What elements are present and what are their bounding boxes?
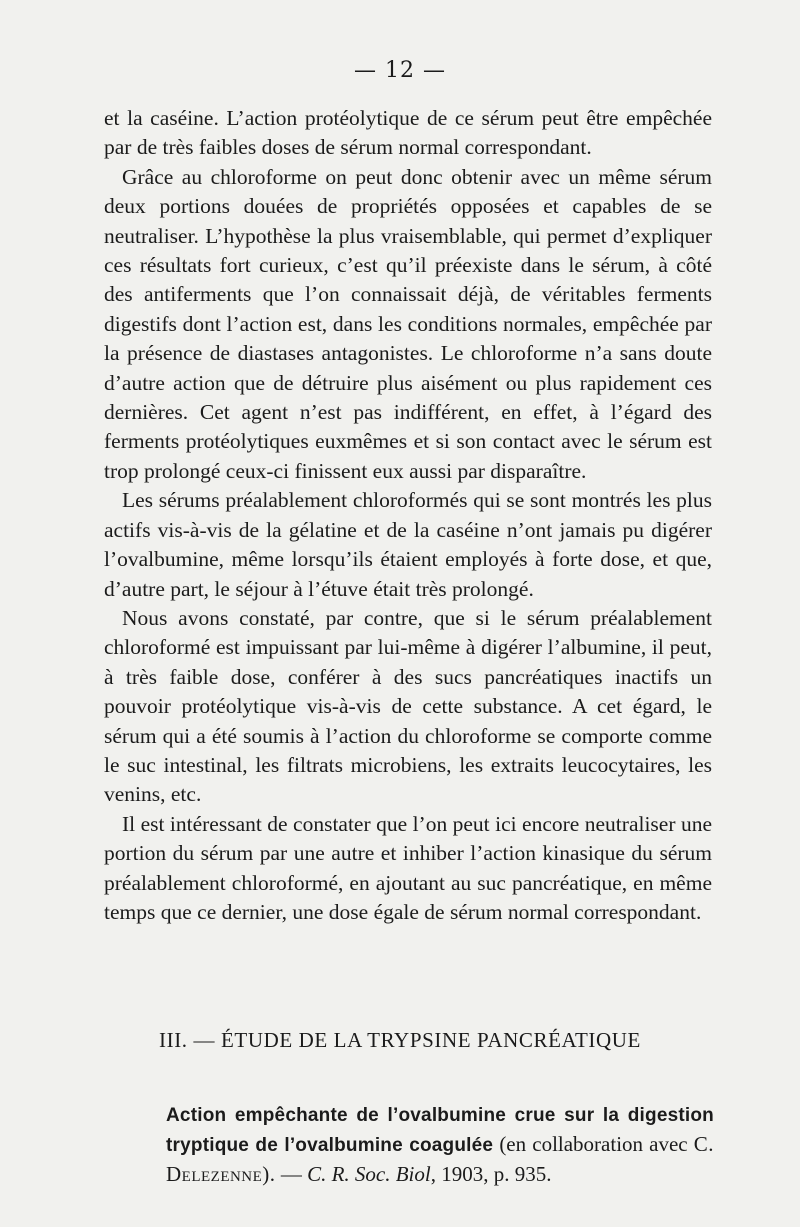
bibliographic-reference [166,1100,714,1189]
page-number: — 12 — [354,58,446,83]
section-heading: III. — ÉTUDE DE LA TRYPSINE PANCRÉATIQUE [159,1028,641,1052]
reference-author: C. Delezenne). [166,1132,715,1186]
paragraph-3: Les sérums préalablement chloroformés qui se sont montrés les plus actifs vis-à-vis de la gélatine et de la caséine n’ont jamais pu digérer l’ovalbumine, même lorsqu’ils étaient employés à forte dose, et que, d’autre part, le séjour à l’étuve était très prolongé. [104,488,712,601]
reference-dash: — [280,1162,302,1186]
body-text [104,104,712,927]
reference-collaboration: (en collaboration avec [499,1132,688,1156]
reference-journal: C. R. Soc. Biol [307,1162,431,1186]
paragraph-4: Nous avons constaté, par contre, que si le sérum préalablement chloroformé est impuissant par lui-même à digérer l’albumine, il peut, à très faible dose, conférer à des sucs pancréatiques inactifs un pouvoir protéolytique vis-à-vis de cette substance. A cet égard, le sérum qui a été soumis à l’action du chloroforme se comporte comme le suc intestinal, les filtrats microbiens, les extraits leucocytaires, les venins, etc. [104,605,712,807]
paragraph-1: et la caséine. L’action protéolytique de ce sérum peut être empêchée par de très faibles doses de sérum normal correspondant. [104,106,712,160]
reference-year-page: , 1903, p. 935. [430,1162,552,1186]
reference-title: Action empêchante de l’ovalbumine crue sur la digestion tryptique de l’ovalbumine coagulée [166,1105,714,1156]
paragraph-5: Il est intéressant de constater que l’on peut ici encore neutraliser une portion du sérum par une autre et inhiber l’action kinasique du sérum préalablement chloroformé, en ajoutant au suc pancréatique, en même temps que ce dernier, une dose égale de sérum normal correspondant. [104,811,712,924]
paragraph-2: Grâce au chloroforme on peut donc obtenir avec un même sérum deux portions douées de propriétés opposées et capables de se neutraliser. L’hypothèse la plus vraisemblable, qui permet d’expliquer ces résultats fort curieux, c’est qu’il préexiste dans le sérum, à côté des antiferments que l’on connaissait déjà, de véritables ferments digestifs dont l’action est, dans les conditions normales, empêchée par la présence de diastases antagonistes. Le chloroforme n’a sans doute d’autre action que de détruire plus aisément ou plus rapidement ces dernières. Cet agent n’est pas indifférent, en effet, à l’égard des ferments protéolytiques euxmêmes et si son contact avec le sérum est trop prolongé ceux-ci finissent eux aussi par disparaître. [104,164,712,483]
